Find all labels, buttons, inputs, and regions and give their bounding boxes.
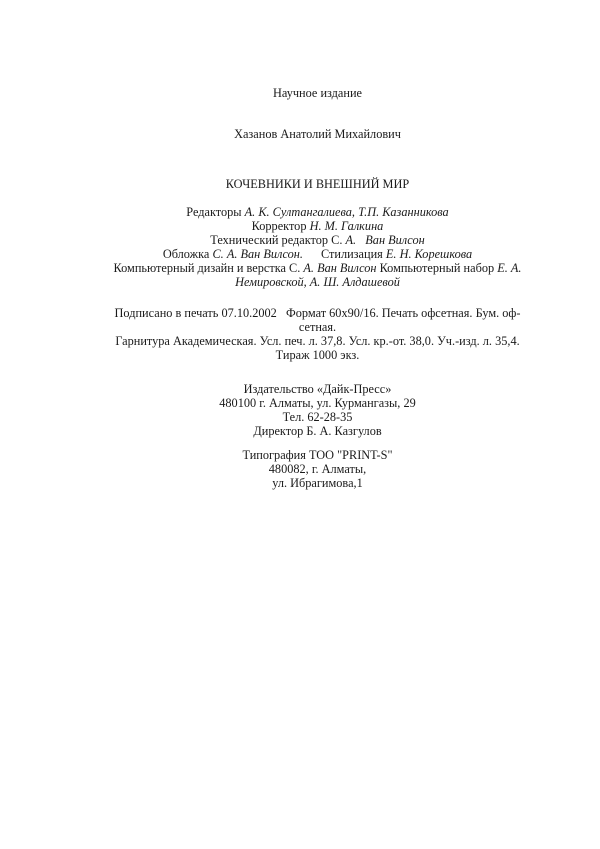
- title-block: [110, 177, 525, 191]
- author-name: Хазанов Анатолий Михайлович: [234, 127, 401, 141]
- print-info-block: [110, 306, 525, 362]
- printer-street: ул. Ибрагимова,1: [272, 476, 363, 490]
- editors-names: А. К. Султангалиева, Т.П. Казанникова: [244, 205, 449, 219]
- typesetting-label: Компьютерный набор: [379, 261, 495, 275]
- print-info-line-3: Гарнитура Академическая. Усл. печ. л. 37,8. Усл. кр.-от. 38,0. Уч.-изд. л. 35,4.: [115, 334, 520, 348]
- print-info-line-4: Тираж 1000 экз.: [275, 348, 360, 362]
- printer-name: Типография ТОО "PRINT-S": [242, 448, 393, 462]
- edition-type: Научное издание: [272, 86, 362, 100]
- editors-label: Редакторы: [186, 205, 242, 219]
- printer-block: [110, 448, 525, 490]
- credits-block: [110, 205, 525, 289]
- edition-type-block: [110, 86, 525, 100]
- typesetting-name-end: Немировской, А. Ш. Алдашевой: [235, 275, 400, 289]
- publisher-director: Директор Б. А. Казгулов: [253, 424, 382, 438]
- cover-styling-line: [110, 247, 525, 261]
- print-info-line-1: Подписано в печать 07.10.2002 Формат 60x90/16. Печать офсетная. Бум. оф-: [114, 306, 521, 320]
- typesetting-name-start: Е. А.: [497, 261, 522, 275]
- proofreader-name: Н. М. Галкина: [309, 219, 384, 233]
- print-info-line-2: сетная.: [298, 320, 337, 334]
- design-label: Компьютерный дизайн и верстка С.: [113, 261, 301, 275]
- design-name: А. Ван Вилсон: [303, 261, 377, 275]
- publisher-phone: Тел. 62-28-35: [282, 410, 353, 424]
- proofreader-label: Корректор: [251, 219, 307, 233]
- styling-name: Е. Н. Корешкова: [385, 247, 473, 261]
- publisher-block: [110, 382, 525, 438]
- editors-line: [110, 205, 525, 219]
- tech-editor-name: А. Ван Вилсон: [345, 233, 425, 247]
- printer-city: 480082, г. Алматы,: [268, 462, 367, 476]
- tech-editor-label: Технический редактор С.: [210, 233, 343, 247]
- proofreader-line: [110, 219, 525, 233]
- design-typesetting-line: [110, 261, 525, 275]
- styling-label: Стилизация: [320, 247, 383, 261]
- tech-editor-line: [110, 233, 525, 247]
- book-title: КОЧЕВНИКИ И ВНЕШНИЙ МИР: [225, 177, 410, 191]
- cover-label: Обложка: [162, 247, 210, 261]
- author-block: [110, 127, 525, 141]
- typesetting-continuation-line: [110, 275, 525, 289]
- publisher-address: 480100 г. Алматы, ул. Курмангазы, 29: [219, 396, 416, 410]
- publisher-name: Издательство «Дайк-Пресс»: [243, 382, 392, 396]
- cover-name: С. А. Ван Вилсон.: [212, 247, 303, 261]
